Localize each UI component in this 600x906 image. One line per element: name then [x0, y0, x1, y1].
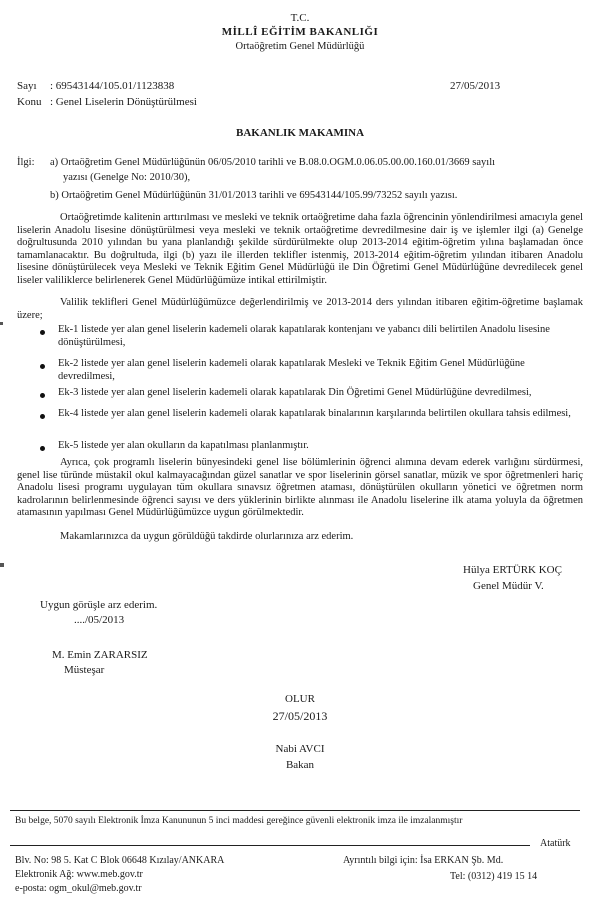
list-item: Ek-5 listede yer alan okulların da kapatılması planlanmıştır. [58, 440, 309, 451]
tc-label: T.C. [290, 12, 310, 24]
konu-value: : Genel Liselerin Dönüştürülmesi [50, 96, 197, 108]
esign-note: Bu belge, 5070 sayılı Elektronik İmza Kanununun 5 inci maddesi gereğince güvenli elektronik imza ile imzalanmıştır [15, 816, 463, 826]
footer-address: Blv. No: 98 5. Kat C Blok 06648 Kızılay/ANKARA [15, 855, 225, 866]
document-date: 27/05/2013 [450, 80, 501, 92]
sayi-value: : 69543144/105.01/1123838 [50, 80, 175, 92]
body-paragraph-3: Ayrıca, çok programlı liselerin bünyesindeki genel lise bölümlerinin öğrenci alımına devam ederek varlığını sürdürmesi, genel lise türünde müstakil okul kalmayacağından güzel sanatlar ve spor liselerinin görsel sanatlar, müzik ve spor öğretmenleri hariç Anadolu lisesi programı uygulayan tüm okullara sınavsız öğretmen ataması, dönüştürülen okulların yönetici ve öğretmen norm kadrolarının belirlenmesinde öğrenci sayısı ve ders yüklerinin birlikte alınması ile Anadolu liselerine ilk atama yoluyla da öğretmen atamasının yapılması Genel Müdürlüğümüzce uygun görülmektedir. [17, 457, 583, 518]
sayi-label: Sayı [17, 80, 37, 92]
body-paragraph-2: Valilik teklifleri Genel Müdürlüğümüzce değerlendirilmiş ve 2013-2014 ders yılından itibaren eğitim-öğretime başlamak üzere; [17, 297, 583, 321]
bullet-icon [40, 393, 45, 398]
list-item: Ek-4 listede yer alan genel liselerin kademeli olarak kapatılarak binalarının karşılarında belirtilen okullara tahsis edilmesi, [58, 408, 571, 419]
list-item: Ek-2 listede yer alan genel liselerin kademeli olarak kapatılarak Mesleki ve Teknik Eğitim Genel Müdürlüğüne devredilmesi, [58, 358, 525, 382]
signer-title: Genel Müdür V. [473, 580, 544, 592]
footer-rule [10, 845, 530, 846]
bullet-icon [40, 414, 45, 419]
approval-date: ..../05/2013 [74, 614, 125, 626]
bullet-icon [40, 446, 45, 451]
list-item: Ek-3 listede yer alan genel liselerin kademeli olarak kapatılarak Din Öğretimi Genel Müdürlüğüne devredilmesi, [58, 387, 532, 398]
list-item: Ek-1 listede yer alan genel liselerin kademeli olarak kapatılarak kontenjanı ve yabancı dili belirtilen Anadolu lisesine dönüştürülmesi, [58, 324, 550, 348]
directorate-name: Ortaöğretim Genel Müdürlüğü [235, 41, 365, 52]
ilgi-a-line2: yazısı (Genelge No: 2010/30), [63, 172, 191, 183]
ilgi-a-line1: a) Ortaöğretim Genel Müdürlüğünün 06/05/2010 tarihli ve B.08.0.OGM.0.06.05.00.00.160.01/3669 sayılı [50, 157, 496, 168]
scan-speck [0, 563, 4, 567]
olur-label: OLUR [285, 693, 315, 705]
ilgi-b-line: b) Ortaöğretim Genel Müdürlüğünün 31/01/2013 tarihli ve 69543144/105.99/73252 sayılı yazısı. [50, 190, 458, 201]
footer-email: e-posta: ogm_okul@meb.gov.tr [15, 883, 142, 894]
footer-phone: Tel: (0312) 419 15 14 [450, 871, 538, 882]
scan-speck [0, 322, 3, 325]
approval-text: Uygun görüşle arz ederim. [40, 599, 158, 611]
minister-name: Nabi AVCI [275, 743, 325, 755]
footer-web: Elektronik Ağ: www.meb.gov.tr [15, 869, 143, 880]
undersecretary-title: Müsteşar [64, 664, 105, 676]
ilgi-label: İlgi: [17, 157, 35, 168]
footer-top-rule [10, 810, 580, 811]
olur-date: 27/05/2013 [272, 709, 328, 723]
footer-contact: Ayrıntılı bilgi için: İsa ERKAN Şb. Md. [343, 855, 504, 866]
addressee: BAKANLIK MAKAMINA [235, 127, 365, 139]
ataturk-label: Atatürk [540, 838, 571, 849]
undersecretary-name: M. Emin ZARARSIZ [52, 649, 148, 661]
minister-title: Bakan [285, 759, 315, 771]
bullet-icon [40, 330, 45, 335]
konu-label: Konu [17, 96, 42, 108]
bullet-icon [40, 364, 45, 369]
signer-name: Hülya ERTÜRK KOÇ [463, 564, 562, 576]
ministry-name: MİLLÎ EĞİTİM BAKANLIĞI [221, 26, 379, 38]
body-paragraph-4: Makamlarınızca da uygun görüldüğü takdirde olurlarınıza arz ederim. [60, 531, 354, 542]
body-paragraph-1: Ortaöğretimde kalitenin arttırılması ve mesleki ve teknik ortaöğretime daha fazla öğrencinin yönlendirilmesi amacıyla genel liselerin Anadolu lisesine dönüştürülmesi veya mesleki ve teknik ortaöğretime devredilmesine dair iş ve işlemler ilgi (a) Genelge doğrultusunda 2010 yılından bu yana planlandığı şekilde sürdürülmekte olup 2013-2014 eğitim-öğretim yılına başlamadan önce tamamlanacaktır. Bu doğrultuda, ilgi (b) yazı ile illerden teklifler istenmiş, 2013-2014 eğitim-öğretim yılından itibaren Anadolu lisesine dönüştürülecek veya Mesleki ve Teknik Eğitim Genel Müdürlüğü ile Din Öğretimi Genel Müdürlüğüne devredilecek genel liseler valiliklerce belirlenerek Genel Müdürlüğümüze intikal ettirilmiştir. [17, 212, 583, 286]
